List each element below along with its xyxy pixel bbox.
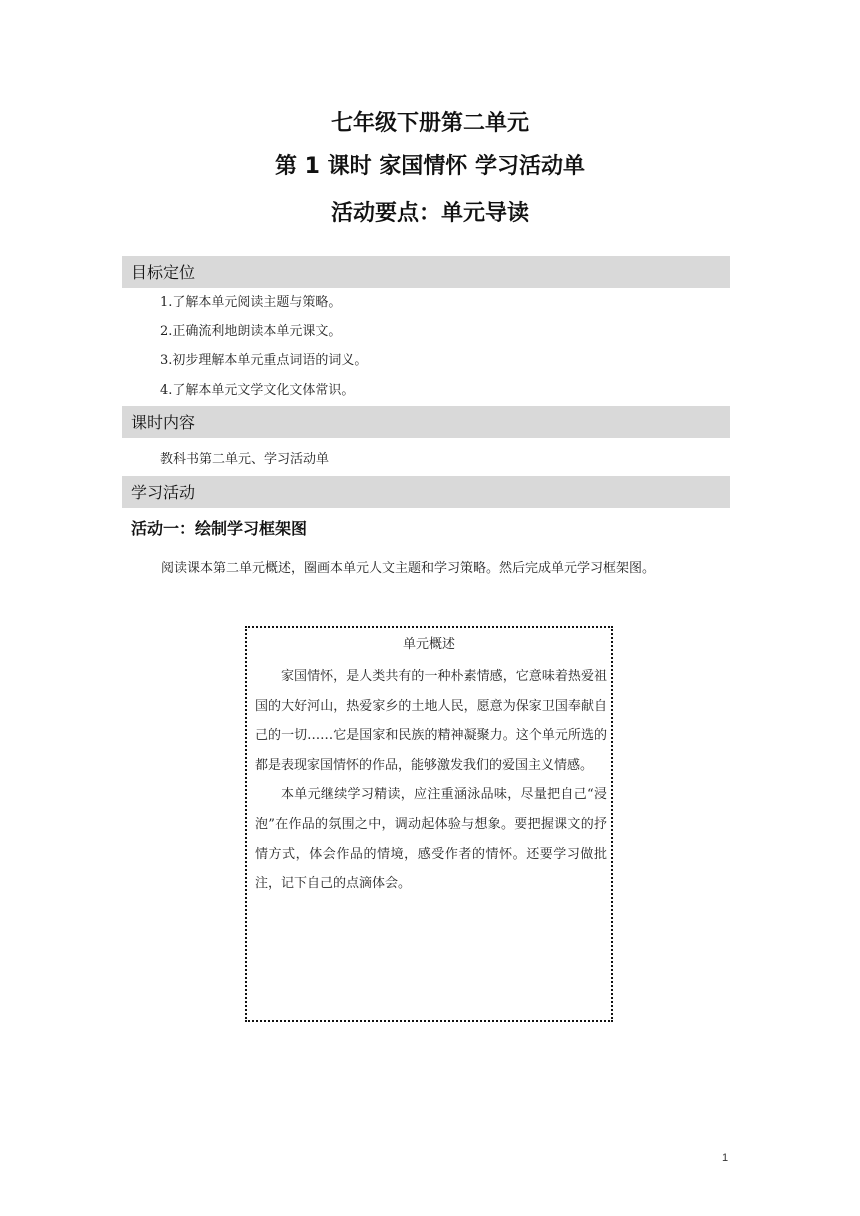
page-number: 1 — [722, 1152, 729, 1164]
unit-overview-text — [255, 662, 607, 899]
goals-section-header — [122, 256, 730, 288]
lesson-title: 第 1 课时 家国情怀 学习活动单 — [275, 154, 585, 179]
activity1-instruction: 阅读课本第二单元概述，圈画本单元人文主题和学习策略。然后完成单元学习框架图。 — [161, 561, 656, 576]
goal-item: 3.初步理解本单元重点词语的词义。 — [160, 353, 368, 368]
content-text: 教科书第二单元、学习活动单 — [160, 452, 330, 467]
activity-focus-title: 活动要点：单元导读 — [330, 201, 529, 226]
goal-item: 2.正确流利地朗读本单元课文。 — [160, 324, 342, 339]
goal-item: 4.了解本单元文学文化文体常识。 — [160, 383, 355, 398]
activity1-title: 活动一：绘制学习框架图 — [131, 519, 308, 538]
overview-paragraph: 家国情怀，是人类共有的一种朴素情感，它意味着热爱祖国的大好河山，热爱家乡的土地人民，愿意为保家卫国奉献自己的一切……它是国家和民族的精神凝聚力。这个单元所选的都是表现家国情怀的作品，能够激发我们的爱国主义情感。 — [255, 669, 607, 773]
activities-section-header — [122, 476, 730, 508]
content-section-header — [122, 406, 730, 438]
document-title: 七年级下册第二单元 — [330, 111, 529, 136]
goal-item: 1.了解本单元阅读主题与策略。 — [160, 295, 342, 310]
goals-heading: 目标定位 — [131, 263, 196, 282]
content-heading: 课时内容 — [131, 413, 196, 432]
unit-overview-box — [245, 626, 613, 1022]
overview-paragraph: 本单元继续学习精读，应注重涵泳品味，尽量把自己“浸泡”在作品的氛围之中，调动起体验与想象。要把握课文的抒情方式，体会作品的情境，感受作者的情怀。还要学习做批注，记下自己的点滴体会。 — [255, 787, 607, 892]
activities-heading: 学习活动 — [131, 483, 196, 502]
unit-overview-title: 单元概述 — [402, 637, 455, 652]
